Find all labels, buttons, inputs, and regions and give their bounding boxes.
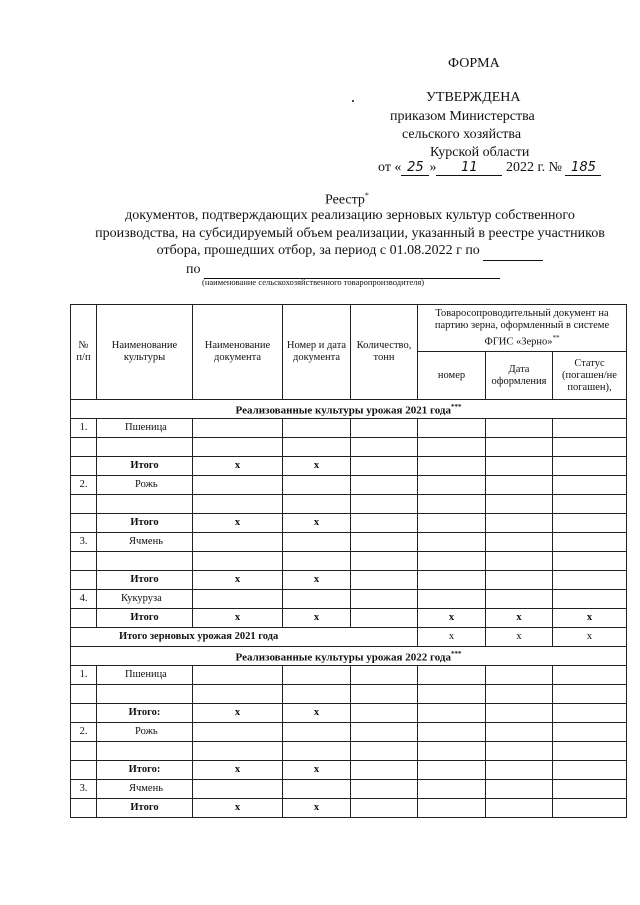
registry-word: Реестр <box>325 192 365 208</box>
total-row <box>71 799 627 818</box>
cross-cell: x <box>193 761 283 780</box>
date-year: 2022 г. № <box>505 160 562 175</box>
section-2022-mark: *** <box>450 650 462 659</box>
grand-total-label: Итого зерновых урожая 2021 года <box>71 628 418 647</box>
row-num: 1. <box>71 419 97 438</box>
registry-title <box>90 207 610 261</box>
approval-line-approved: УТВЕРЖДЕНА <box>426 90 521 105</box>
cross-cell: x <box>418 609 486 628</box>
registry-table <box>70 304 627 818</box>
order-number: 185 <box>565 160 601 176</box>
row-num: 4. <box>71 590 97 609</box>
row-culture: Кукуруза <box>97 590 193 609</box>
cross-cell: x <box>283 457 351 476</box>
approval-date-line <box>378 160 601 176</box>
table-row <box>71 533 627 552</box>
po-label: по <box>186 262 201 277</box>
row-culture: Ячмень <box>97 533 193 552</box>
header-doc-num-date: Номер и дата документа <box>283 305 351 400</box>
date-month: 11 <box>436 160 502 176</box>
cross-cell: x <box>553 628 627 647</box>
section-2021-title <box>71 400 627 419</box>
table-row <box>71 476 627 495</box>
section-2022-text: Реализованные культуры урожая 2022 года <box>235 651 451 664</box>
approval-line-region: Курской области <box>430 145 530 160</box>
row-num: 2. <box>71 723 97 742</box>
row-num: 3. <box>71 780 97 799</box>
total-label: Итого: <box>97 704 193 723</box>
header-fgis-date: Дата оформления <box>486 352 553 400</box>
cross-cell: x <box>418 628 486 647</box>
cross-cell: x <box>193 514 283 533</box>
cross-cell: x <box>553 609 627 628</box>
section-2022-title <box>71 647 627 666</box>
table-row <box>71 666 627 685</box>
row-culture: Рожь <box>97 476 193 495</box>
cross-cell: x <box>486 609 553 628</box>
table-row <box>71 552 627 571</box>
row-num: 1. <box>71 666 97 685</box>
table-row <box>71 723 627 742</box>
cross-cell: x <box>283 704 351 723</box>
grand-total-row <box>71 628 627 647</box>
total-row <box>71 704 627 723</box>
cross-cell: x <box>283 514 351 533</box>
approval-line-ministry: сельского хозяйства <box>402 127 522 142</box>
row-num: 3. <box>71 533 97 552</box>
cross-cell: x <box>193 571 283 590</box>
cross-cell: x <box>283 571 351 590</box>
cross-cell: x <box>486 628 553 647</box>
total-row <box>71 609 627 628</box>
registry-footnote-mark: * <box>364 191 369 200</box>
header-fgis-mark: ** <box>552 333 560 342</box>
table-row <box>71 438 627 457</box>
total-row <box>71 514 627 533</box>
header-culture: Наименование культуры <box>97 305 193 400</box>
cross-cell: x <box>193 704 283 723</box>
date-prefix: от « <box>378 160 402 175</box>
header-fgis-status: Статус (погашен/не погашен), <box>553 352 627 400</box>
table-row <box>71 590 627 609</box>
total-label: Итого <box>97 571 193 590</box>
cross-cell: x <box>283 609 351 628</box>
cross-cell: x <box>283 761 351 780</box>
approval-line-order: приказом Министерства <box>390 109 535 124</box>
total-label: Итого <box>97 514 193 533</box>
cross-cell: x <box>193 609 283 628</box>
scan-speck <box>352 100 354 102</box>
cross-cell: x <box>193 457 283 476</box>
table-row <box>71 419 627 438</box>
total-label: Итого <box>97 457 193 476</box>
date-day: 25 <box>401 160 429 176</box>
header-doc-name: Наименование документа <box>193 305 283 400</box>
total-label: Итого <box>97 799 193 818</box>
table-row <box>71 742 627 761</box>
row-culture: Пшеница <box>97 666 193 685</box>
producer-caption: (наименование сельскохозяйственного товаропроизводителя) <box>202 277 425 287</box>
header-num: № п/п <box>71 305 97 400</box>
total-row <box>71 457 627 476</box>
table-row <box>71 495 627 514</box>
total-label: Итого <box>97 609 193 628</box>
total-label: Итого: <box>97 761 193 780</box>
registry-heading <box>325 191 369 209</box>
header-fgis-group <box>418 305 627 352</box>
table-row <box>71 685 627 704</box>
form-label: ФОРМА <box>448 56 500 71</box>
header-quantity: Количество, тонн <box>351 305 418 400</box>
row-culture: Пшеница <box>97 419 193 438</box>
cross-cell: x <box>193 799 283 818</box>
row-num: 2. <box>71 476 97 495</box>
row-culture: Ячмень <box>97 780 193 799</box>
section-2021-text: Реализованные культуры урожая 2021 года <box>235 404 451 417</box>
row-culture: Рожь <box>97 723 193 742</box>
date-mid: » <box>429 160 437 175</box>
total-row <box>71 571 627 590</box>
period-end-field[interactable] <box>483 242 543 261</box>
section-2021-mark: *** <box>450 403 462 412</box>
header-fgis-text: Товаросопроводительный документ на партию зерна, оформленный в системе ФГИС «Зерно» <box>434 307 610 348</box>
table-row <box>71 780 627 799</box>
cross-cell: x <box>283 799 351 818</box>
total-row <box>71 761 627 780</box>
registry-title-text: документов, подтверждающих реализацию зерновых культур собственного производства, на субсидируемый объем реализации, указанный в реестре участников отбора, прошедших отбор, за период с 01.08.2022 г по <box>95 208 605 258</box>
header-fgis-number: номер <box>418 352 486 400</box>
